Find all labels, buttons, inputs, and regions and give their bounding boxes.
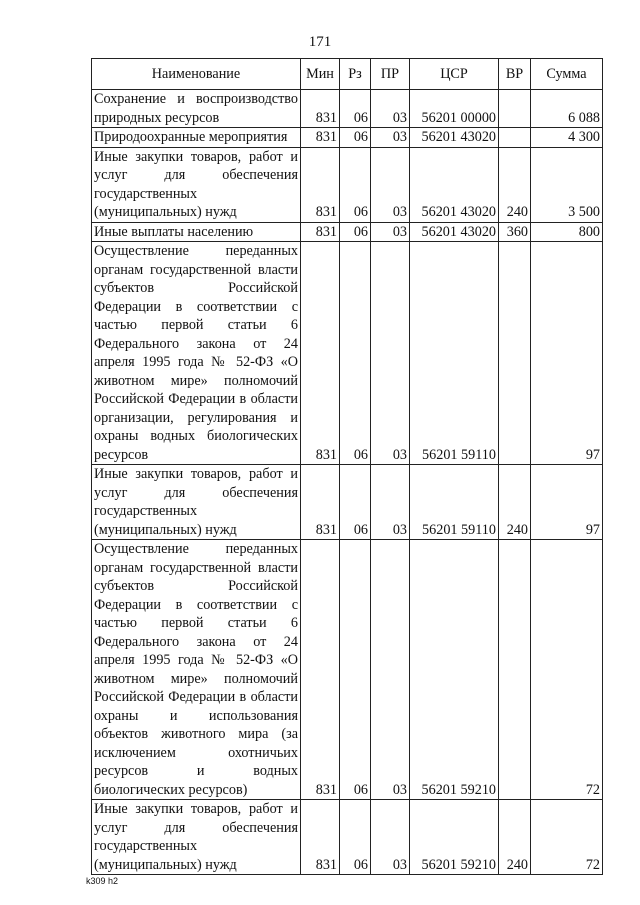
cell-name: Иные закупки товаров, работ и услуг для обеспечения государственных (муниципальных) нужд <box>92 147 301 222</box>
cell-min: 831 <box>301 90 340 128</box>
budget-table <box>91 58 603 875</box>
cell-vr: 240 <box>499 800 531 875</box>
cell-sum: 4 300 <box>531 128 603 148</box>
cell-vr <box>499 242 531 465</box>
cell-vr <box>499 128 531 148</box>
cell-csr: 56201 59110 <box>410 242 499 465</box>
table-row <box>92 465 603 540</box>
cell-rz: 06 <box>340 222 371 242</box>
table-row <box>92 90 603 128</box>
cell-name: Иные выплаты населению <box>92 222 301 242</box>
cell-csr: 56201 43020 <box>410 128 499 148</box>
cell-pr: 03 <box>371 800 410 875</box>
cell-pr: 03 <box>371 90 410 128</box>
header-pr: ПР <box>371 59 410 90</box>
table-row <box>92 128 603 148</box>
cell-rz: 06 <box>340 800 371 875</box>
cell-rz: 06 <box>340 540 371 800</box>
cell-sum: 800 <box>531 222 603 242</box>
cell-name: Природоохранные мероприятия <box>92 128 301 148</box>
cell-csr: 56201 43020 <box>410 147 499 222</box>
cell-vr: 240 <box>499 465 531 540</box>
cell-rz: 06 <box>340 90 371 128</box>
cell-vr <box>499 90 531 128</box>
cell-rz: 06 <box>340 465 371 540</box>
cell-min: 831 <box>301 222 340 242</box>
cell-name: Сохранение и воспроизводство природных ресурсов <box>92 90 301 128</box>
cell-pr: 03 <box>371 465 410 540</box>
cell-sum: 72 <box>531 800 603 875</box>
cell-csr: 56201 00000 <box>410 90 499 128</box>
header-rz: Рз <box>340 59 371 90</box>
cell-pr: 03 <box>371 128 410 148</box>
cell-rz: 06 <box>340 128 371 148</box>
cell-csr: 56201 59210 <box>410 800 499 875</box>
table-row <box>92 222 603 242</box>
table-header-row <box>92 59 603 90</box>
cell-rz: 06 <box>340 147 371 222</box>
cell-sum: 6 088 <box>531 90 603 128</box>
table-row <box>92 800 603 875</box>
cell-pr: 03 <box>371 540 410 800</box>
table-row <box>92 242 603 465</box>
table-row <box>92 147 603 222</box>
footer-code: k309 h2 <box>86 876 119 886</box>
header-min: Мин <box>301 59 340 90</box>
cell-min: 831 <box>301 147 340 222</box>
cell-sum: 97 <box>531 242 603 465</box>
cell-name: Осуществление переданных органам государственной власти субъектов Российской Федерации в соответствии с частью первой статьи 6 Федерального закона от 24 апреля 1995 года № 52-ФЗ «О животном мире» полномочий Российской Федерации в области организации, регулирования и охраны водных биологических ресурсов <box>92 242 301 465</box>
cell-csr: 56201 59110 <box>410 465 499 540</box>
cell-vr: 360 <box>499 222 531 242</box>
page-number: 171 <box>308 34 332 50</box>
cell-rz: 06 <box>340 242 371 465</box>
cell-sum: 72 <box>531 540 603 800</box>
cell-sum: 3 500 <box>531 147 603 222</box>
header-vr: ВР <box>499 59 531 90</box>
cell-name: Иные закупки товаров, работ и услуг для обеспечения государственных (муниципальных) нужд <box>92 800 301 875</box>
cell-min: 831 <box>301 128 340 148</box>
cell-csr: 56201 59210 <box>410 540 499 800</box>
cell-vr: 240 <box>499 147 531 222</box>
cell-name: Иные закупки товаров, работ и услуг для обеспечения государственных (муниципальных) нужд <box>92 465 301 540</box>
header-name: Наименование <box>92 59 301 90</box>
cell-pr: 03 <box>371 242 410 465</box>
cell-min: 831 <box>301 540 340 800</box>
cell-name: Осуществление переданных органам государственной власти субъектов Российской Федерации в соответствии с частью первой статьи 6 Федерального закона от 24 апреля 1995 года № 52-ФЗ «О животном мире» полномочий Российской Федерации в области охраны и использования объектов животного мира (за исключением охотничьих ресурсов и водных биологических ресурсов) <box>92 540 301 800</box>
cell-vr <box>499 540 531 800</box>
cell-min: 831 <box>301 800 340 875</box>
cell-pr: 03 <box>371 222 410 242</box>
header-csr: ЦСР <box>410 59 499 90</box>
cell-csr: 56201 43020 <box>410 222 499 242</box>
cell-min: 831 <box>301 242 340 465</box>
cell-sum: 97 <box>531 465 603 540</box>
cell-min: 831 <box>301 465 340 540</box>
cell-pr: 03 <box>371 147 410 222</box>
table-row <box>92 540 603 800</box>
header-sum: Сумма <box>531 59 603 90</box>
